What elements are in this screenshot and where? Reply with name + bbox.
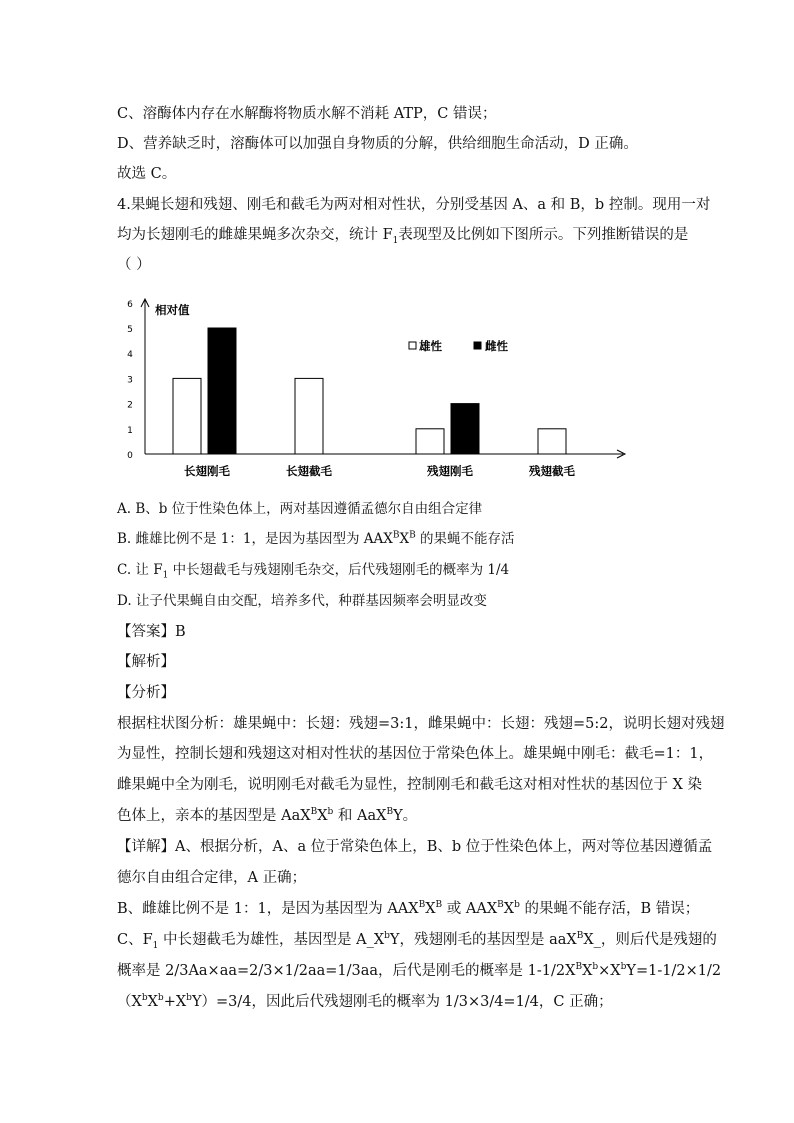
bar-chart	[118, 292, 638, 482]
y-tick-label: 1	[127, 425, 133, 436]
question4-stem-line2: 均为长翅刚毛的雌雄果蝇多次杂交，统计 $F_1$表现型及比例如下图所示。下列推断错误的是	[117, 227, 689, 246]
detail-line5: 概率是 2/3Aa×aa=2/3×1/2aa=1/3aa，后代是刚毛的概率是 $1-1/2X^BX^b\times X^bY=1-1/2\times 1/2$	[117, 962, 722, 979]
analysis-line4: 色体上，亲本的基因型是 $AaX^BX^b$ 和 AaX$^B$Y。	[117, 807, 418, 824]
legend-swatch-female	[474, 342, 481, 349]
legend-swatch-male	[409, 342, 416, 349]
y-tick-label: 5	[127, 325, 133, 335]
bar-male	[173, 378, 201, 454]
prev-conclusion: 故选 C。	[117, 166, 177, 182]
detail-line1: 【详解】A、根据分析，A、a 位于常染色体上，B、b 位于性染色体上，两对等位基因遵循孟	[117, 839, 713, 855]
x-tick-label: 长翅刚毛	[184, 464, 230, 478]
x-tick-label: 残翅截毛	[529, 464, 575, 478]
bar-female	[208, 328, 236, 454]
bar-male	[538, 429, 566, 454]
question4-stem-line1: 4.果蝇长翅和残翅、刚毛和截毛为两对相对性状，分别受基因 A、a 和 B，b 控制。现用一对	[117, 197, 711, 213]
y-tick-label: 4	[127, 350, 133, 361]
answer-parentheses: （ ）	[117, 257, 151, 273]
option-b: B. 雌雄比例不是 1：1，是因为基因型为 $AAX^BX^B$ 的果蝇不能存活	[117, 530, 515, 547]
y-axis-title: 相对值	[155, 303, 190, 317]
bar-male	[295, 378, 323, 454]
analysis-line2: 为显性，控制长翅和残翅这对相对性状的基因位于常染色体上。雄果蝇中刚毛：截毛=1：1，	[117, 746, 714, 762]
analysis-line3: 雌果蝇中全为刚毛，说明刚毛对截毛为显性，控制刚毛和截毛这对相对性状的基因位于 X 染	[117, 777, 703, 793]
explanation-heading: 【解析】	[117, 654, 175, 670]
analysis-line1: 根据柱状图分析：雄果蝇中：长翅：残翅=3:1，雌果蝇中：长翅：残翅=5:2，说明长翅对残翅	[117, 716, 725, 732]
prev-option-d: D、营养缺乏时，溶酶体可以加强自身物质的分解，供给细胞生命活动，D 正确。	[117, 136, 638, 152]
prev-option-c: C、溶酶体内存在水解酶将物质水解不消耗 ATP，C 错误；	[117, 106, 497, 122]
y-tick-label: 3	[127, 375, 133, 386]
x-tick-label: 长翅截毛	[286, 464, 332, 478]
y-tick-label: 6	[127, 299, 133, 310]
answer: 【答案】B	[117, 624, 186, 640]
option-d: D. 让子代果蝇自由交配，培养多代，种群基因频率会明显改变	[117, 593, 487, 609]
y-tick-label: 0	[127, 451, 133, 461]
legend-label-male: 雄性	[419, 339, 442, 353]
x-tick-label: 残翅刚毛	[427, 464, 473, 478]
analysis-heading: 【分析】	[117, 685, 175, 701]
y-tick-label: 2	[127, 400, 133, 411]
legend-label-female: 雌性	[485, 339, 508, 353]
detail-line3: B、雌雄比例不是 1：1，是因为基因型为 $AAX^BX^B$ 或 $AAX^BX^b$ 的果蝇不能存活，B 错误；	[117, 900, 700, 917]
detail-line4: C、$F_1$ 中长翅截毛为雄性，基因型是 $A\_X^bY$，残翅刚毛的基因型是 aaX$^B$X_，则后代是残翅的	[117, 931, 717, 951]
bar-female	[451, 404, 479, 454]
option-a: A. B、b 位于性染色体上，两对基因遵循孟德尔自由组合定律	[117, 501, 483, 517]
option-c: C. 让 $F_1$ 中长翅截毛与残翅刚毛杂交，后代残翅刚毛的概率为 1/4	[117, 562, 510, 581]
detail-line6: $(X^bX^b+X^bY)=3/4$，因此后代残翅刚毛的概率为 1/3×3/4=1/4，C 正确；	[117, 993, 613, 1010]
bar-male	[416, 429, 444, 454]
detail-line2: 德尔自由组合定律，A 正确；	[117, 870, 307, 886]
